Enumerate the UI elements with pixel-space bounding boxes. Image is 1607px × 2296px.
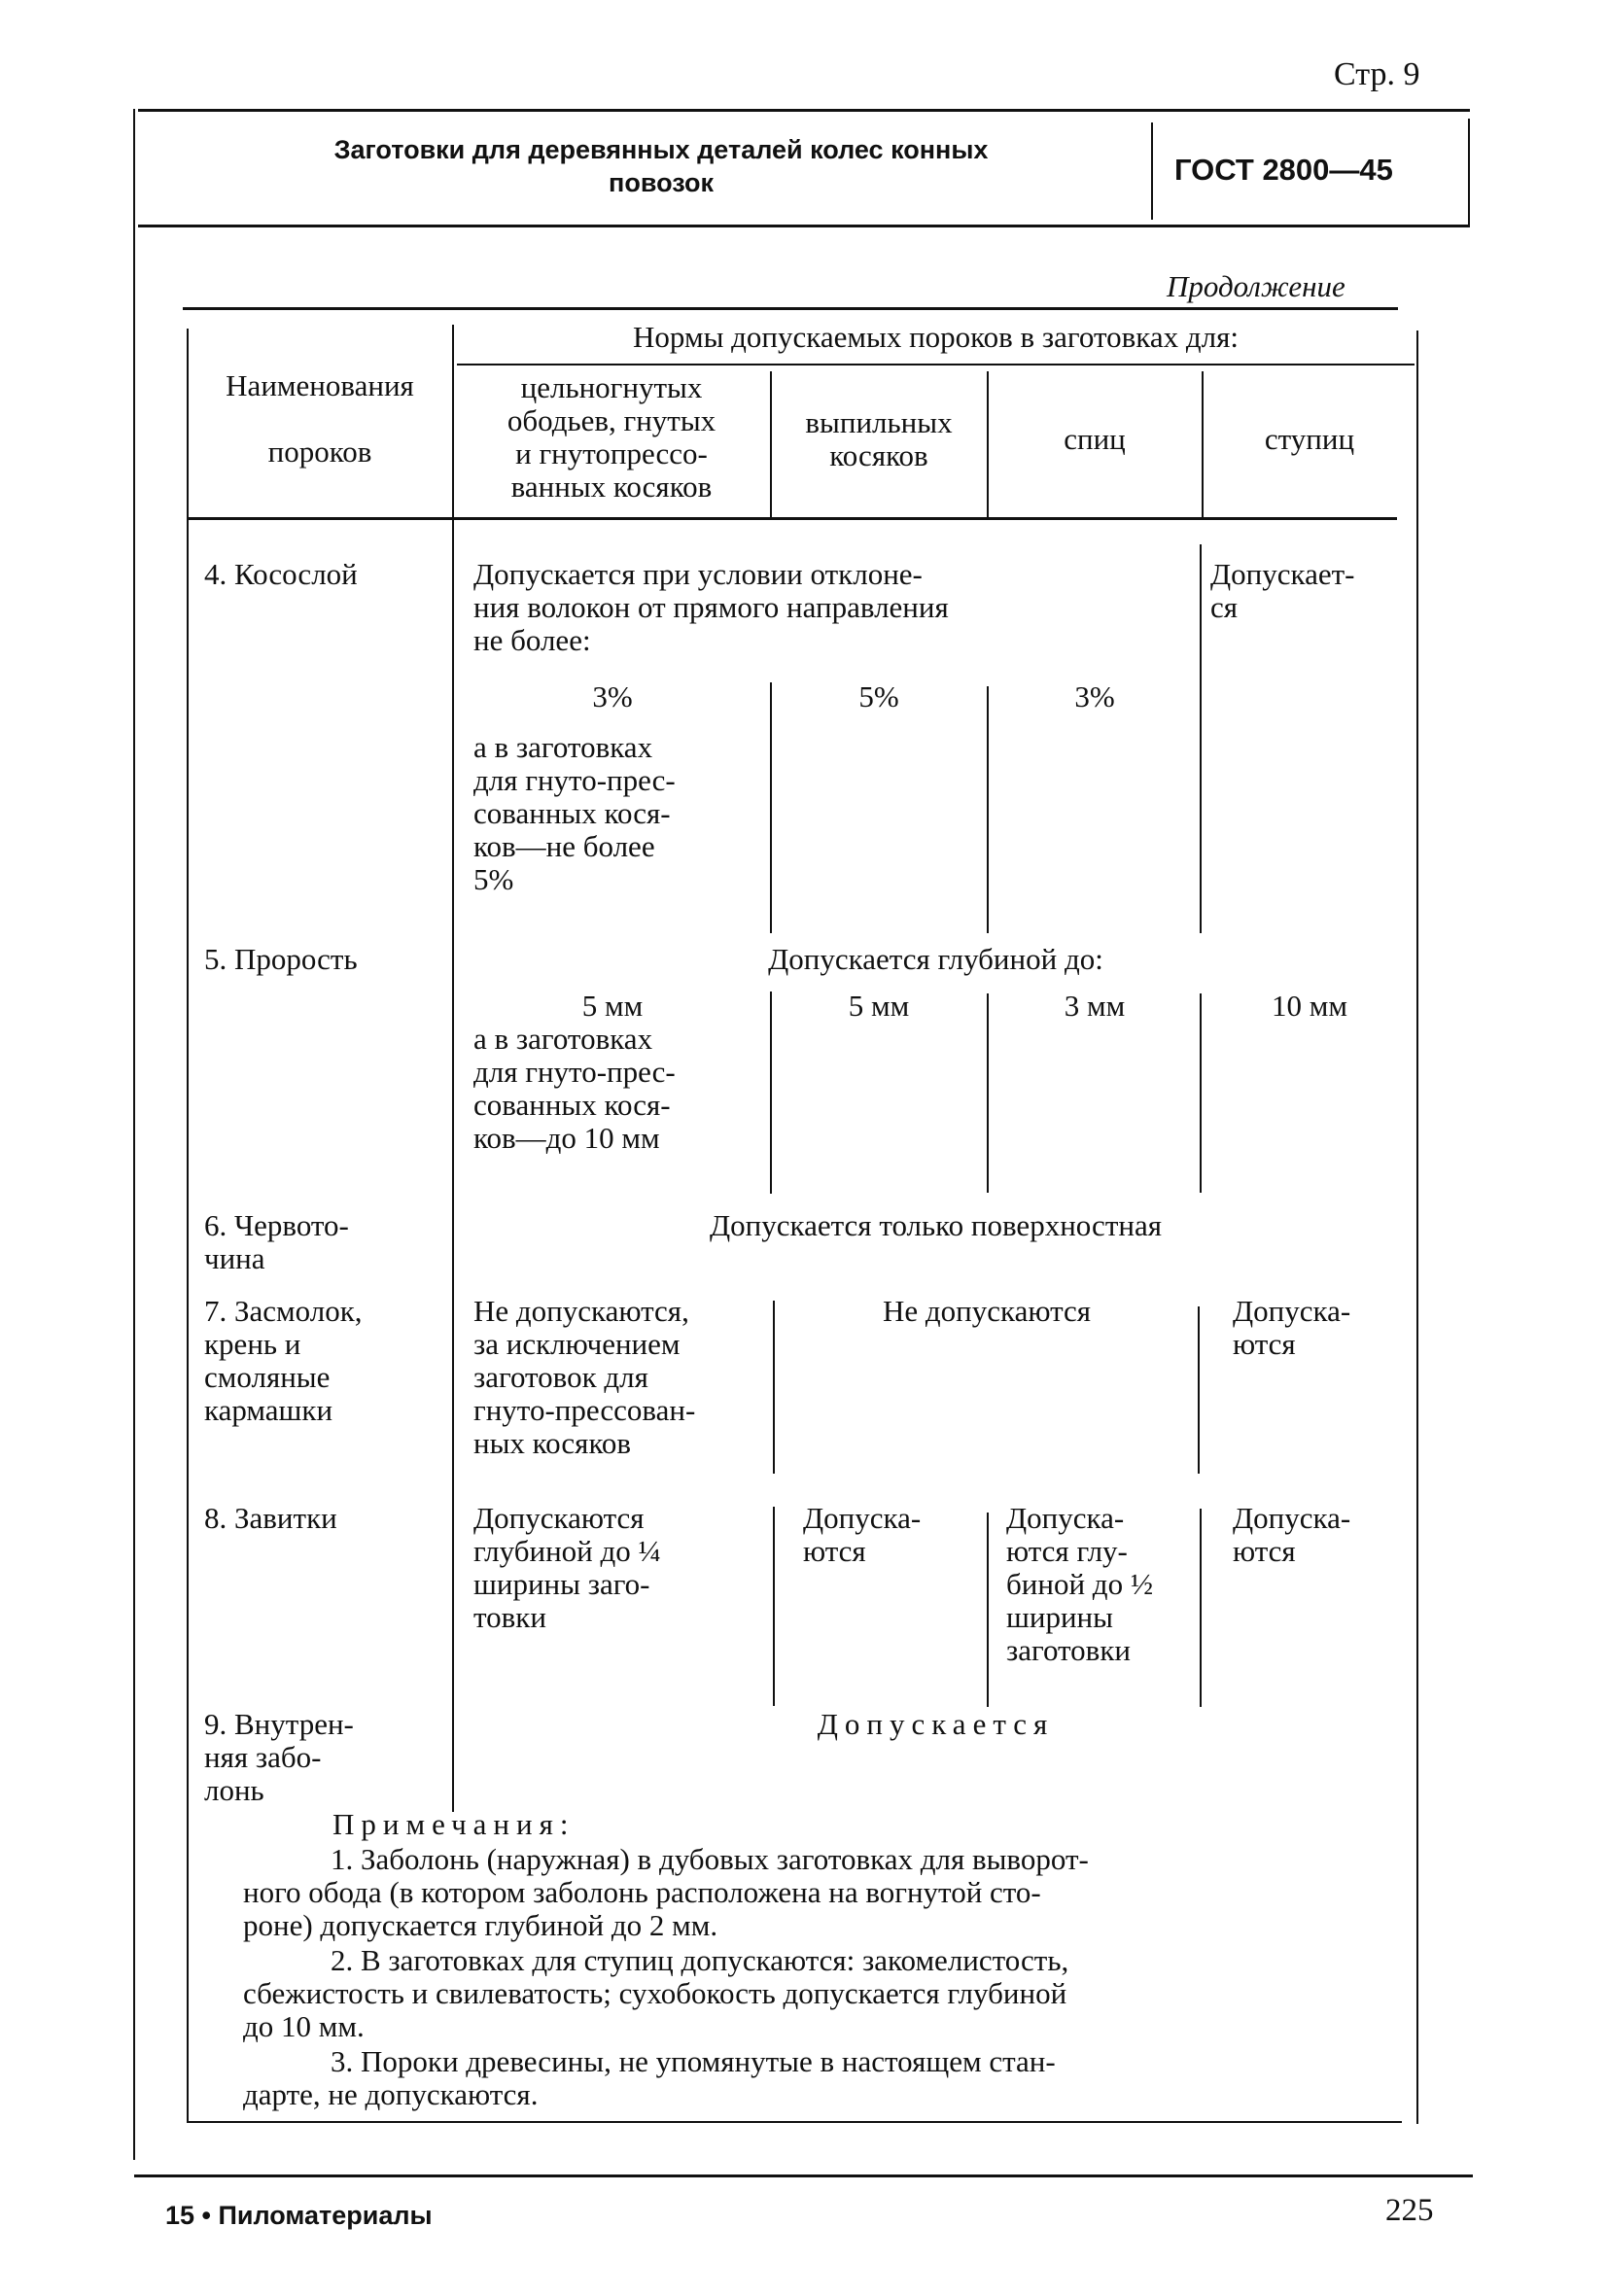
- continuation-label: Продолжение: [1167, 269, 1345, 303]
- rule: [187, 2121, 1402, 2123]
- rule: [138, 109, 1470, 112]
- norm-text: а в заготовках для гнуто-прес- сованных кося- ков—не более 5%: [473, 730, 676, 896]
- norm-text: Не допускаются: [882, 1294, 1092, 1328]
- rule: [452, 325, 454, 1812]
- defect-name: 9. Внутрен- няя забо- лонь: [204, 1707, 354, 1807]
- defect-name: 7. Засмолок, крень и смоляные кармашки: [204, 1294, 363, 1427]
- norm-text: Не допускаются, за исключением заготовок для гнуто-прессован- ных косяков: [473, 1294, 696, 1460]
- note: 1. Заболонь (наружная) в дубовых заготовках для выворот- ного обода (в котором заболонь расположена на вогнутой сто- роне) допускается глубиной до 2 мм.: [243, 1842, 1089, 1942]
- column-header-spokes: спиц: [1064, 422, 1126, 456]
- rule: [773, 1507, 775, 1706]
- rule: [1200, 544, 1202, 933]
- rule: [770, 371, 772, 517]
- norm-value: 5%: [858, 679, 899, 713]
- norm-text: Допуска- ются: [1233, 1501, 1351, 1568]
- rule: [770, 682, 772, 933]
- norm-value: 3 мм: [1064, 989, 1126, 1023]
- rule: [187, 517, 1397, 520]
- rule: [457, 364, 1415, 365]
- column-header-defect-name: Наименования пороков: [226, 368, 414, 469]
- rule: [770, 991, 772, 1194]
- rule: [1416, 330, 1418, 2124]
- rule: [1200, 1509, 1202, 1707]
- standard-number: ГОСТ 2800—45: [1174, 153, 1393, 187]
- column-header-hubs: ступиц: [1264, 422, 1355, 456]
- rule: [134, 2174, 1473, 2177]
- norm-text: Допуска- ются: [1233, 1294, 1351, 1361]
- rule: [773, 1301, 775, 1474]
- rule: [138, 225, 1470, 227]
- rule: [1200, 993, 1202, 1193]
- column-group-header: Нормы допускаемых пороков в заготовках для:: [633, 320, 1239, 354]
- rule: [1151, 122, 1153, 220]
- norm-text: Допускается при условии отклоне- ния волокон от прямого направления не более:: [473, 557, 949, 657]
- rule: [1468, 119, 1470, 227]
- page-label: Стр. 9: [1334, 56, 1420, 92]
- defect-name: 8. Завитки: [204, 1501, 337, 1535]
- norm-text: Допускается: [817, 1707, 1055, 1741]
- note: 3. Пороки древесины, не упомянутые в настоящем стан- дарте, не допускаются.: [243, 2044, 1056, 2111]
- norm-text: Допуска- ются: [803, 1501, 922, 1568]
- norm-value: 3%: [592, 679, 633, 713]
- rule: [183, 307, 1398, 310]
- norm-value: 10 мм: [1272, 989, 1347, 1023]
- rule: [187, 329, 189, 2122]
- column-header-sawn: выпильных косяков: [805, 405, 953, 472]
- norm-text: а в заготовках для гнуто-прес- сованных кося- ков—до 10 мм: [473, 1022, 676, 1155]
- norm-text: Допускается только поверхностная: [710, 1208, 1162, 1242]
- norm-value: 5 мм: [581, 989, 644, 1023]
- norm-text: Допускается глубиной до:: [768, 942, 1103, 976]
- norm-value: 5 мм: [848, 989, 910, 1023]
- rule: [987, 993, 989, 1193]
- rule: [987, 371, 989, 517]
- document-title: Заготовки для деревянных деталей колес конных повозок: [333, 135, 989, 197]
- rule: [1202, 371, 1204, 517]
- column-header-rims: цельногнутых ободьев, гнутых и гнутопрессо- ванных косяков: [507, 370, 716, 504]
- norm-value: 3%: [1074, 679, 1115, 713]
- defect-name: 6. Червото- чина: [204, 1208, 349, 1275]
- rule: [133, 109, 135, 2160]
- defect-name: 4. Косослой: [204, 557, 358, 591]
- defect-name: 5. Прорость: [204, 942, 358, 976]
- footer-section: 15 • Пиломатериалы: [165, 2201, 433, 2230]
- norm-text: Допускаются глубиной до ¼ ширины заго- товки: [473, 1501, 661, 1634]
- page-number: 225: [1385, 2193, 1434, 2228]
- rule: [987, 686, 989, 933]
- norm-text: Допуска- ются глу- биной до ½ ширины заготовки: [1006, 1501, 1154, 1667]
- note: 2. В заготовках для ступиц допускаются: закомелистость, сбежистость и свилеватость; сухобокость допускается глубиной до 10 мм.: [243, 1943, 1069, 2043]
- norm-text: Допускает- ся: [1210, 557, 1355, 624]
- rule: [1198, 1306, 1200, 1474]
- notes-title: Примечания:: [332, 1807, 576, 1841]
- rule: [987, 1513, 989, 1707]
